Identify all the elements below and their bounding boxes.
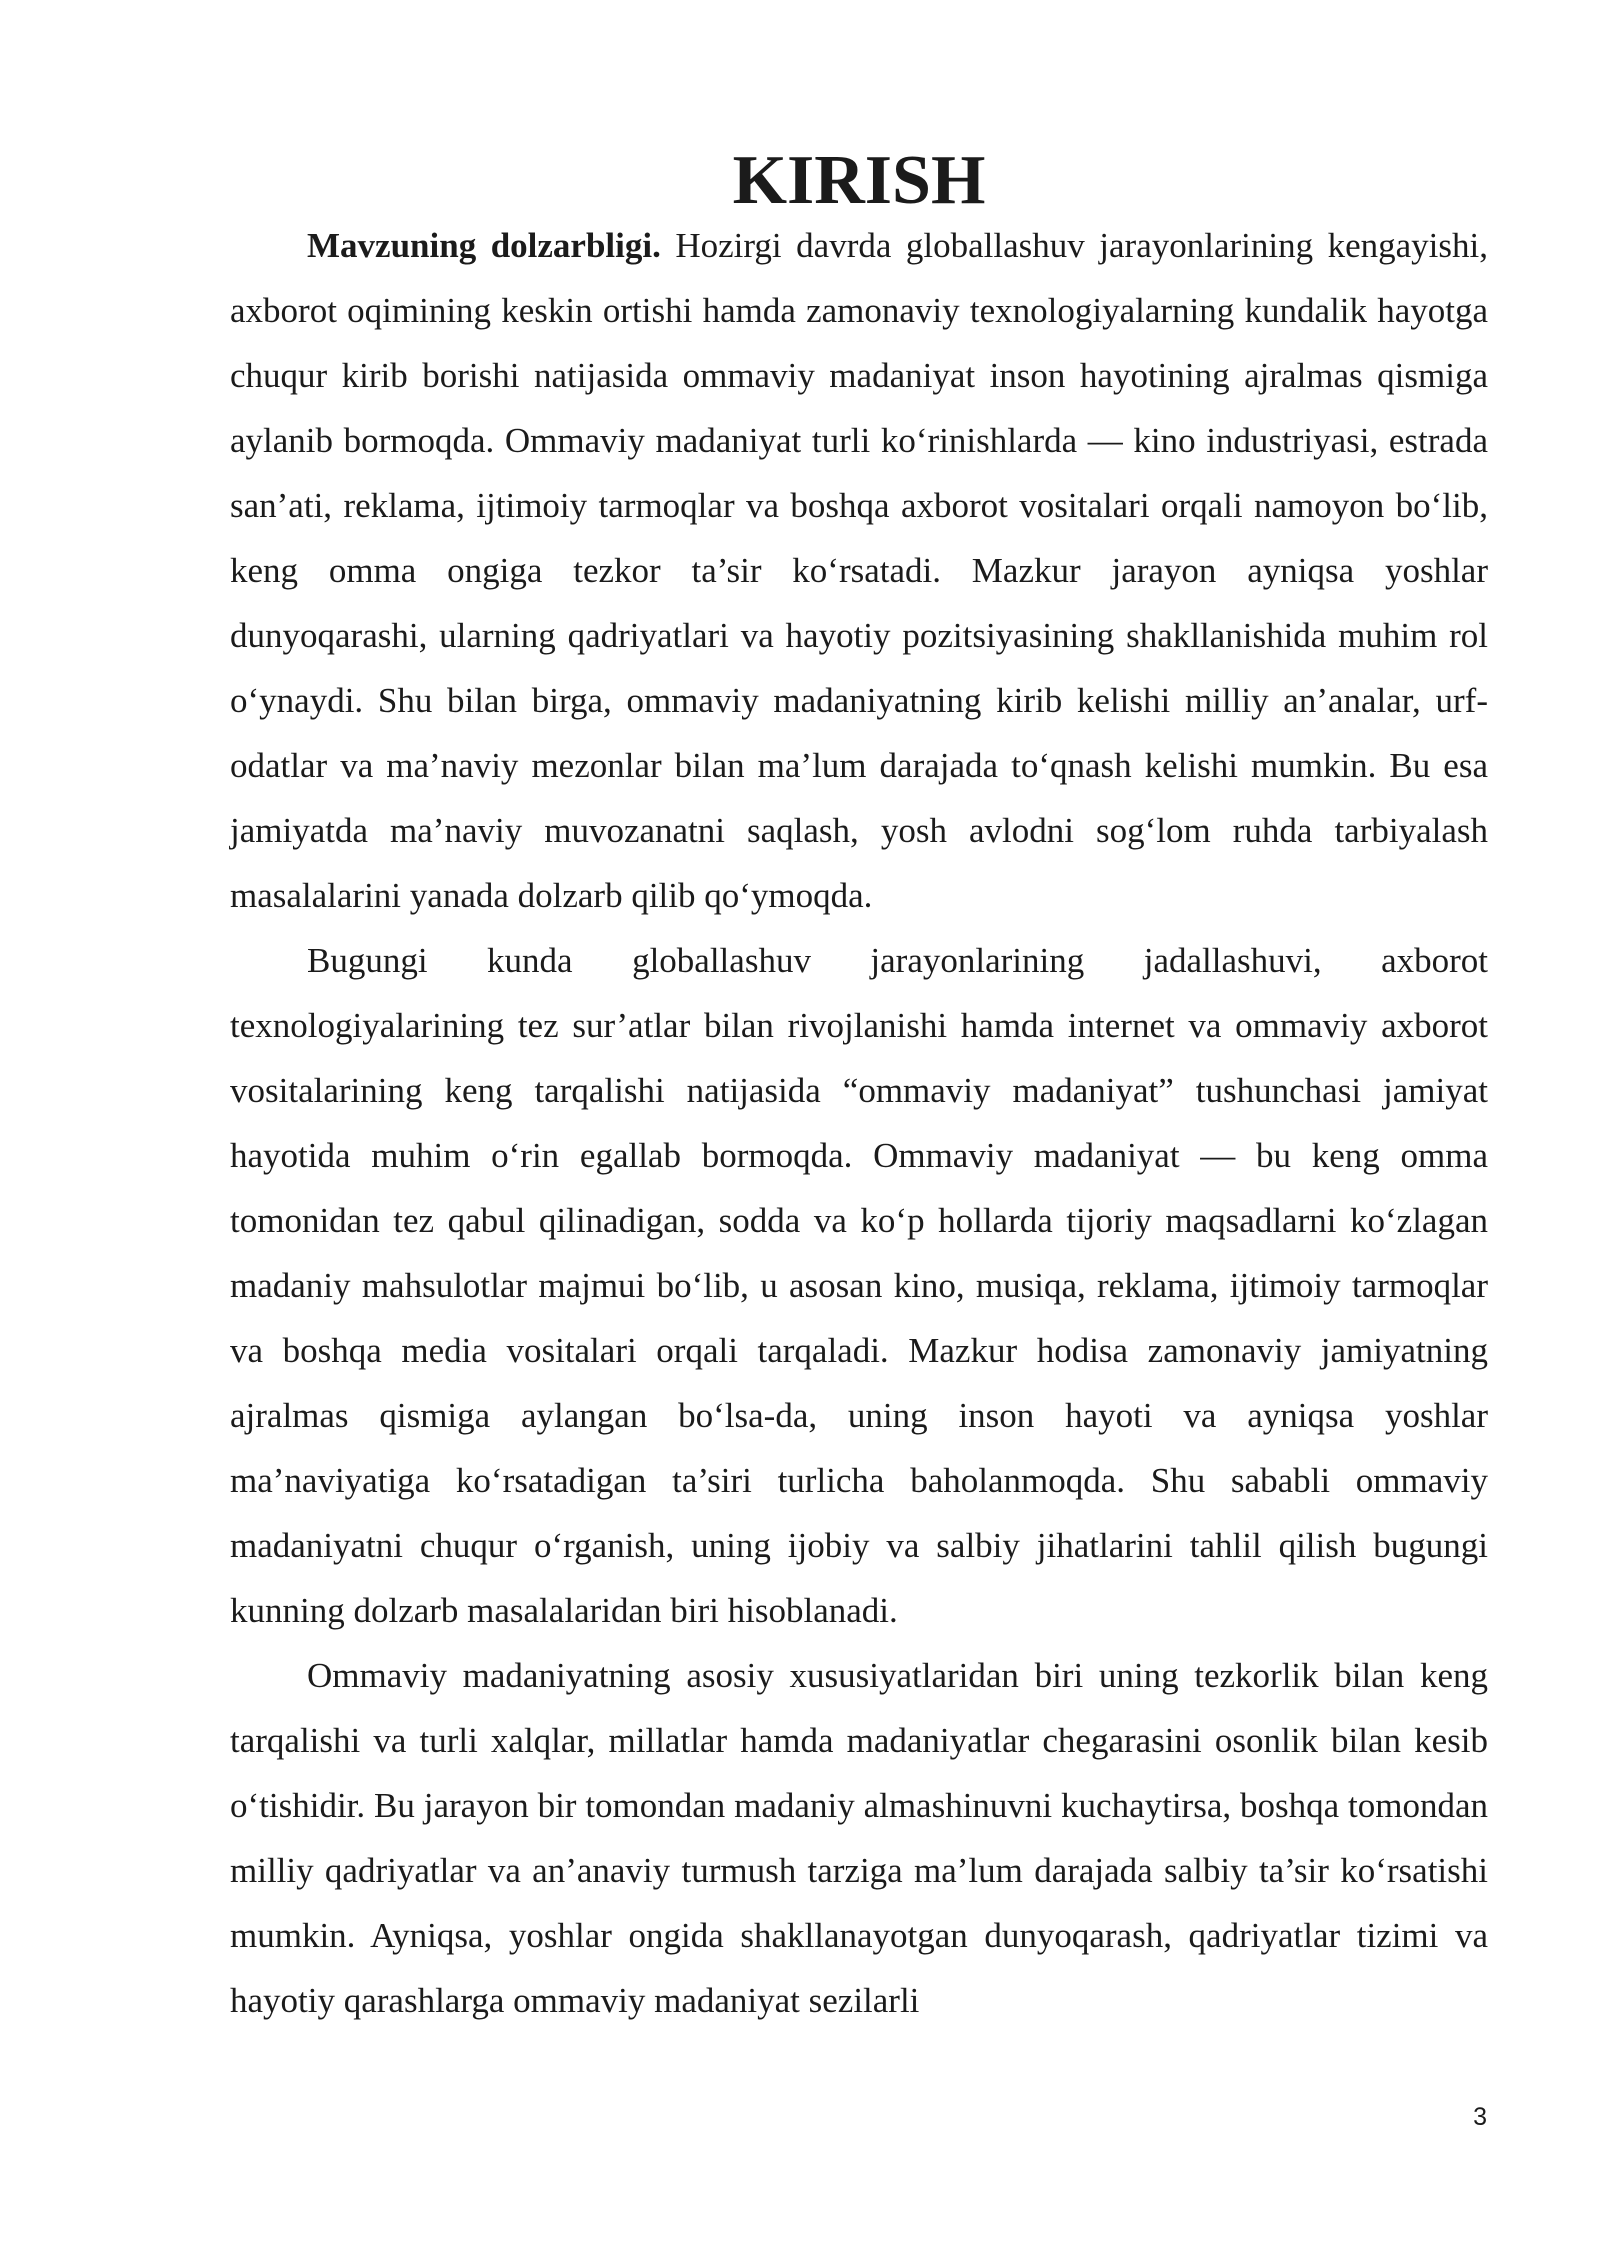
- paragraph-text: Bugungi kunda globallashuv jarayonlarining jadallashuvi, axborot texnologiyalarining tez sur’atlar bilan rivojlanishi hamda internet va ommaviy axborot vositalarining keng tarqalishi natijasida “ommaviy madaniyat” tushunchasi jamiyat hayotida muhim o‘rin egallab bormoqda. Ommaviy madaniyat — bu keng omma tomonidan tez qabul qilinadigan, sodda va ko‘p hollarda tijoriy maqsadlarni ko‘zlagan madaniy mahsulotlar majmui bo‘lib, u asosan kino, musiqa, reklama, ijtimoiy tarmoqlar va boshqa media vositalari orqali tarqaladi. Mazkur hodisa zamonaviy jamiyatning ajralmas qismiga aylangan bo‘lsa-da, uning inson hayoti va ayniqsa yoshlar ma’naviyatiga ko‘rsatadigan ta’siri turlicha baholanmoqda. Shu sababli ommaviy madaniyatni chuqur o‘rganish, uning ijobiy va salbiy jihatlarini tahlil qilish bugungi kunning dolzarb masalalaridan biri hisoblanadi.: [230, 941, 1488, 1630]
- paragraph-text: Ommaviy madaniyatning asosiy xususiyatlaridan biri uning tezkorlik bilan keng tarqalishi va turli xalqlar, millatlar hamda madaniyatlar chegarasini osonlik bilan kesib o‘tishidir. Bu jarayon bir tomondan madaniy almashinuvni kuchaytirsa, boshqa tomondan milliy qadriyatlar va an’anaviy turmush tarziga ma’lum darajada salbiy ta’sir ko‘rsatishi mumkin. Ayniqsa, yoshlar ongida shakllanayotgan dunyoqarash, qadriyatlar tizimi va hayotiy qarashlarga ommaviy madaniyat sezilarli: [230, 1656, 1488, 2020]
- page-number: 3: [1473, 2103, 1487, 2131]
- paragraph-relevance: [230, 213, 1488, 928]
- paragraph-body: [230, 928, 1488, 1643]
- paragraph-lead-heading: Mavzuning dolzarbligi.: [307, 226, 661, 265]
- paragraph-body: [230, 1643, 1488, 2033]
- page-title: KIRISH: [732, 142, 986, 219]
- paragraph-text: Hozirgi davrda globallashuv jarayonlarining kengayishi, axborot oqimining keskin ortishi hamda zamonaviy texnologiyalarning kundalik hayotga chuqur kirib borishi natijasida ommaviy madaniyat inson hayotining ajralmas qismiga aylanib bormoqda. Ommaviy madaniyat turli ko‘rinishlarda — kino industriyasi, estrada san’ati, reklama, ijtimoiy tarmoqlar va boshqa axborot vositalari orqali namoyon bo‘lib, keng omma ongiga tezkor ta’sir ko‘rsatadi. Mazkur jarayon ayniqsa yoshlar dunyoqarashi, ularning qadriyatlari va hayotiy pozitsiyasining shakllanishida muhim rol o‘ynaydi. Shu bilan birga, ommaviy madaniyatning kirib kelishi milliy an’analar, urf-odatlar va ma’naviy mezonlar bilan ma’lum darajada to‘qnash kelishi mumkin. Bu esa jamiyatda ma’naviy muvozanatni saqlash, yosh avlodni sog‘lom ruhda tarbiyalash masalalarini yanada dolzarb qilib qo‘ymoqda.: [230, 226, 1488, 915]
- page-body: [230, 142, 1488, 2033]
